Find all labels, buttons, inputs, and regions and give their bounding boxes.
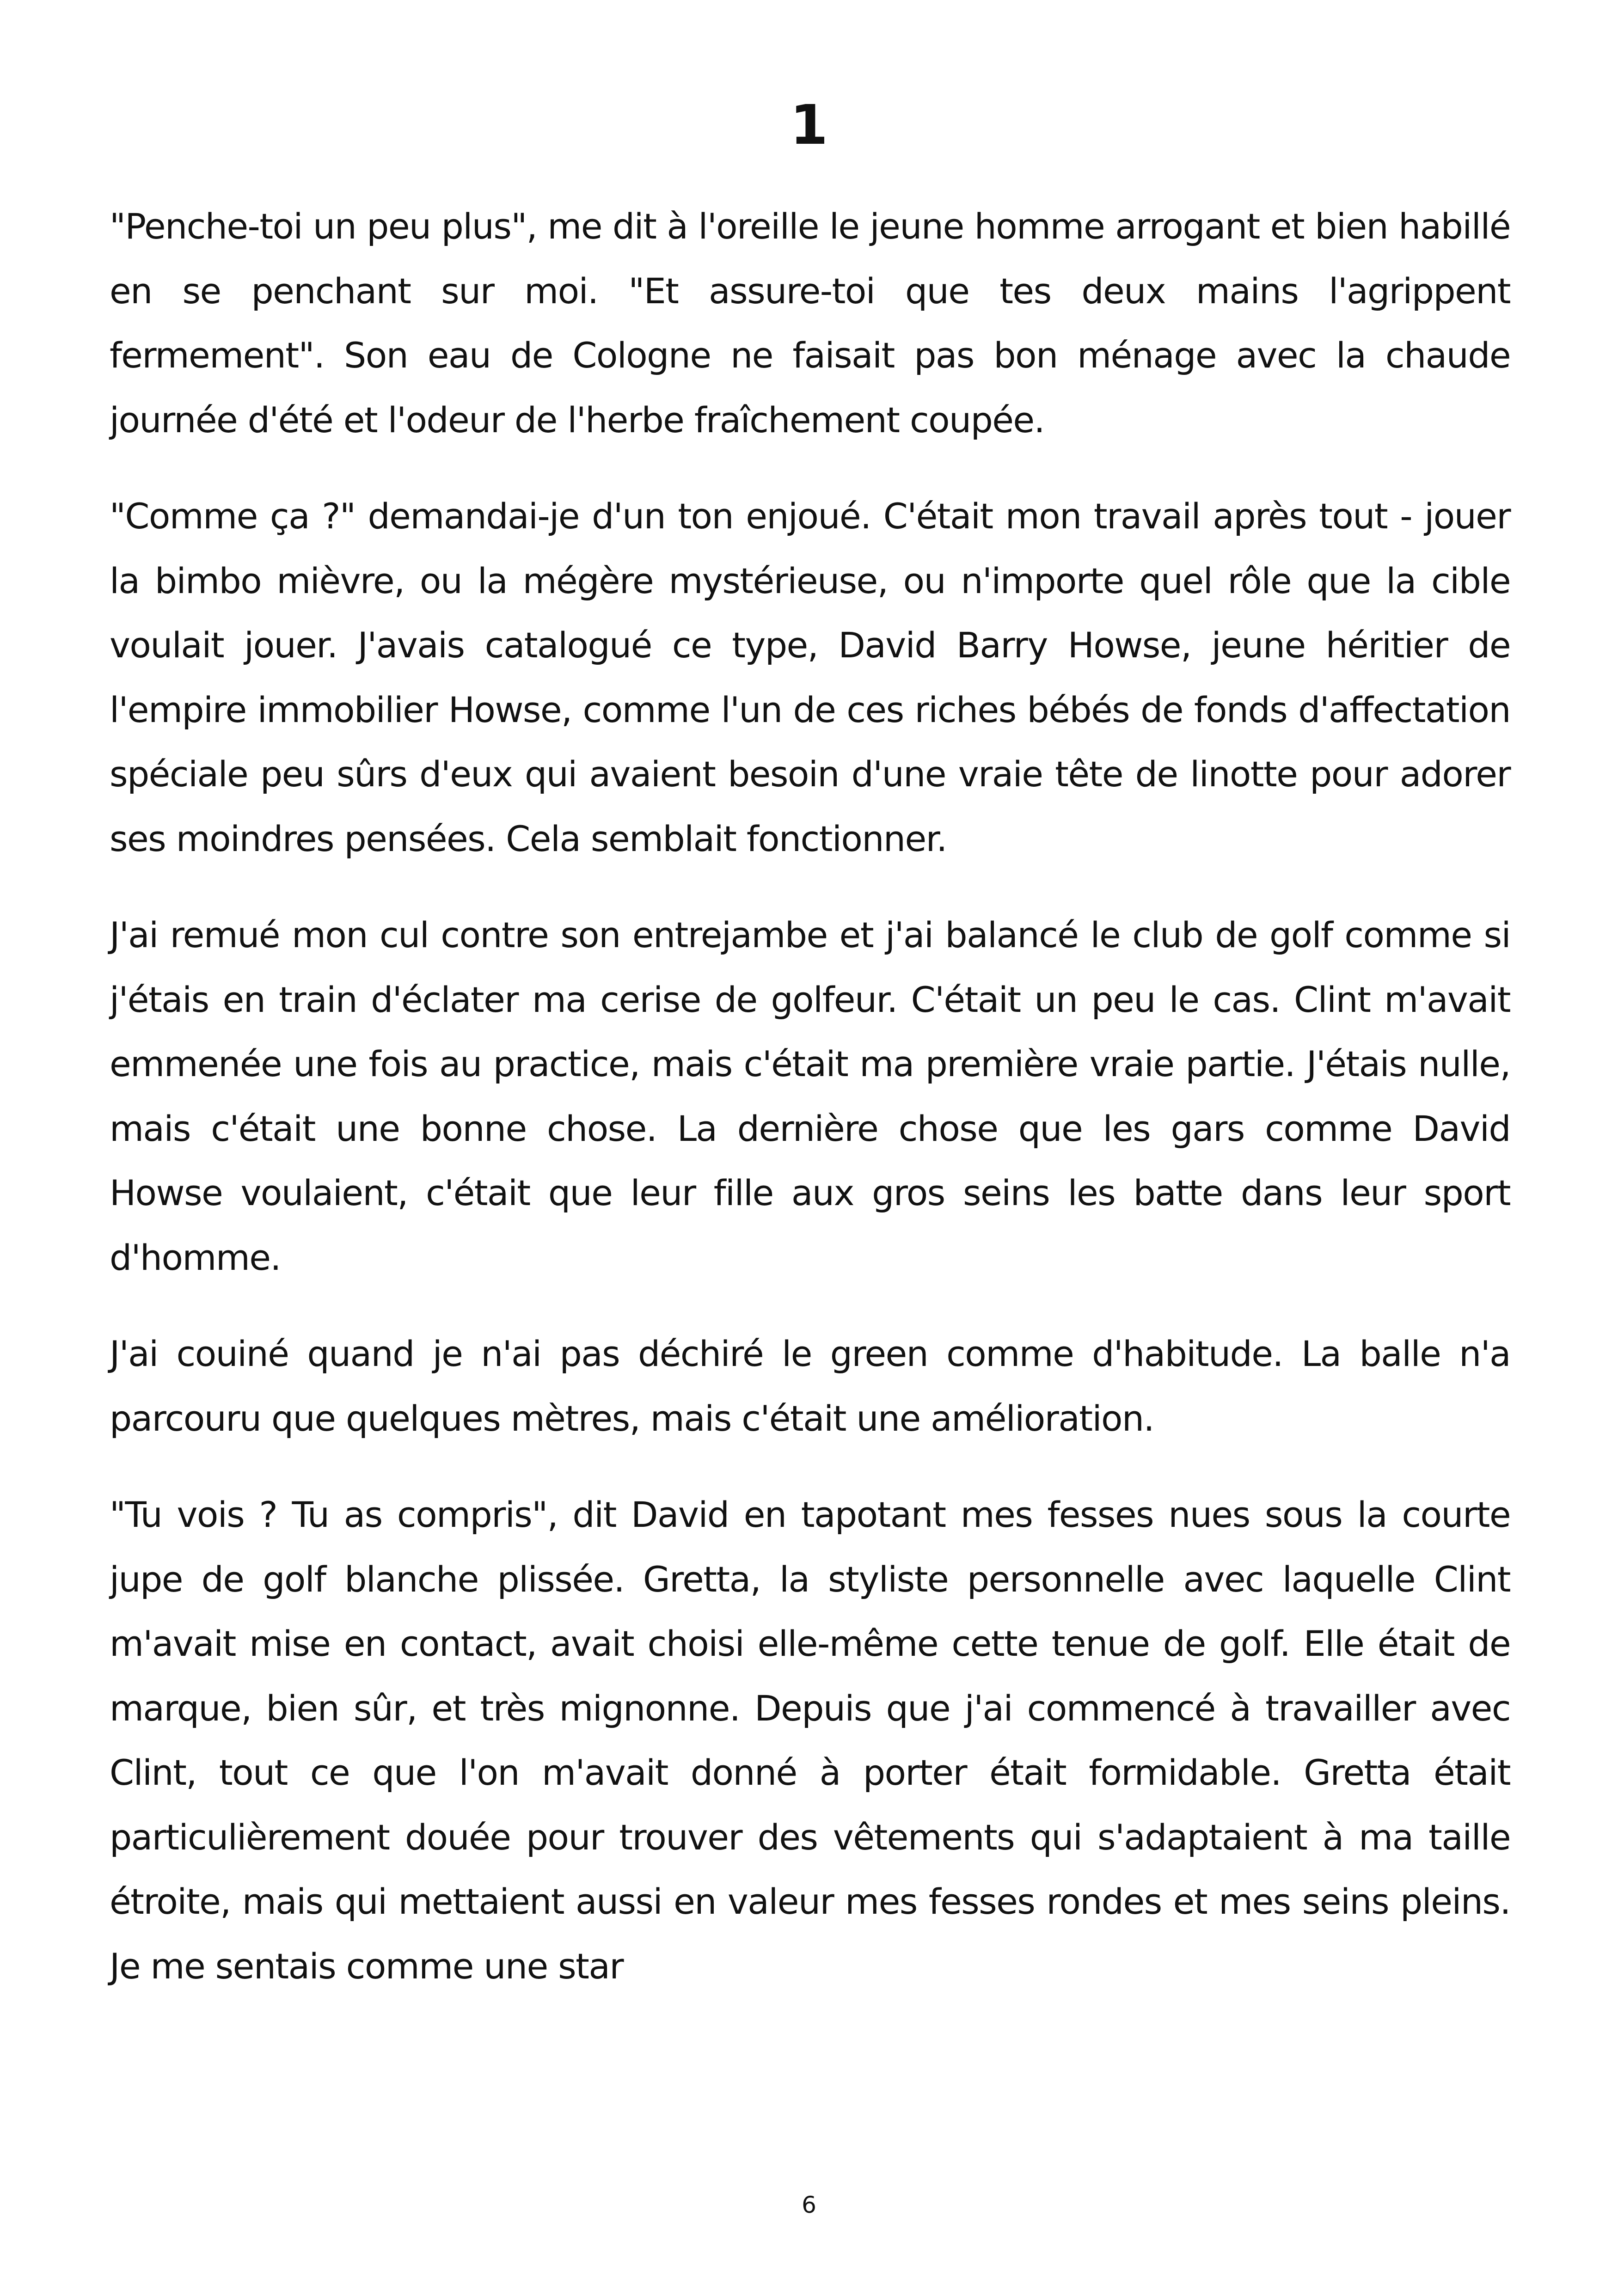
- paragraph-1: "Penche-toi un peu plus", me dit à l'oreille le jeune homme arrogant et bien habillé en se penchant sur moi. "Et assure-toi que tes deux mains l'agrippent fermement". Son eau de Cologne ne faisait pas bon ménage avec la chaude journée d'été et l'odeur de l'herbe fraîchement coupée.: [110, 206, 1510, 441]
- paragraph-2: "Comme ça ?" demandai-je d'un ton enjoué. C'était mon travail après tout - jouer la bimbo mièvre, ou la mégère mystérieuse, ou n'importe quel rôle que la cible voulait jouer. J'avais catalogué ce type, David Barry Howse, jeune héritier de l'empire immobilier Howse, comme l'un de ces riches bébés de fonds d'affectation spéciale peu sûrs d'eux qui avaient besoin d'une vraie tête de linotte pour adorer ses moindres pensées. Cela semblait fonctionner.: [110, 496, 1510, 859]
- paragraph-5: "Tu vois ? Tu as compris", dit David en tapotant mes fesses nues sous la courte jupe de golf blanche plissée. Gretta, la styliste personnelle avec laquelle Clint m'avait mise en contact, avait choisi elle-même cette tenue de golf. Elle était de marque, bien sûr, et très mignonne. Depuis que j'ai commencé à travailler avec Clint, tout ce que l'on m'avait donné à porter était formidable. Gretta était particulièrement douée pour trouver des vêtements qui s'adaptaient à ma taille étroite, mais qui mettaient aussi en valeur mes fesses rondes et mes seins pleins. Je me sentais comme une star: [110, 1494, 1510, 1987]
- page-number: 6: [802, 2192, 816, 2218]
- chapter-number: 1: [790, 93, 828, 157]
- paragraph-4: J'ai couiné quand je n'ai pas déchiré le green comme d'habitude. La balle n'a parcouru que quelques mètres, mais c'était une amélioration.: [110, 1333, 1510, 1439]
- paragraph-3: J'ai remué mon cul contre son entrejambe et j'ai balancé le club de golf comme si j'étais en train d'éclater ma cerise de golfeur. C'était un peu le cas. Clint m'avait emmenée une fois au practice, mais c'était ma première vraie partie. J'étais nulle, mais c'était une bonne chose. La dernière chose que les gars comme David Howse voulaient, c'était que leur fille aux gros seins les batte dans leur sport d'homme.: [110, 914, 1510, 1278]
- chapter-body: [110, 194, 1510, 2030]
